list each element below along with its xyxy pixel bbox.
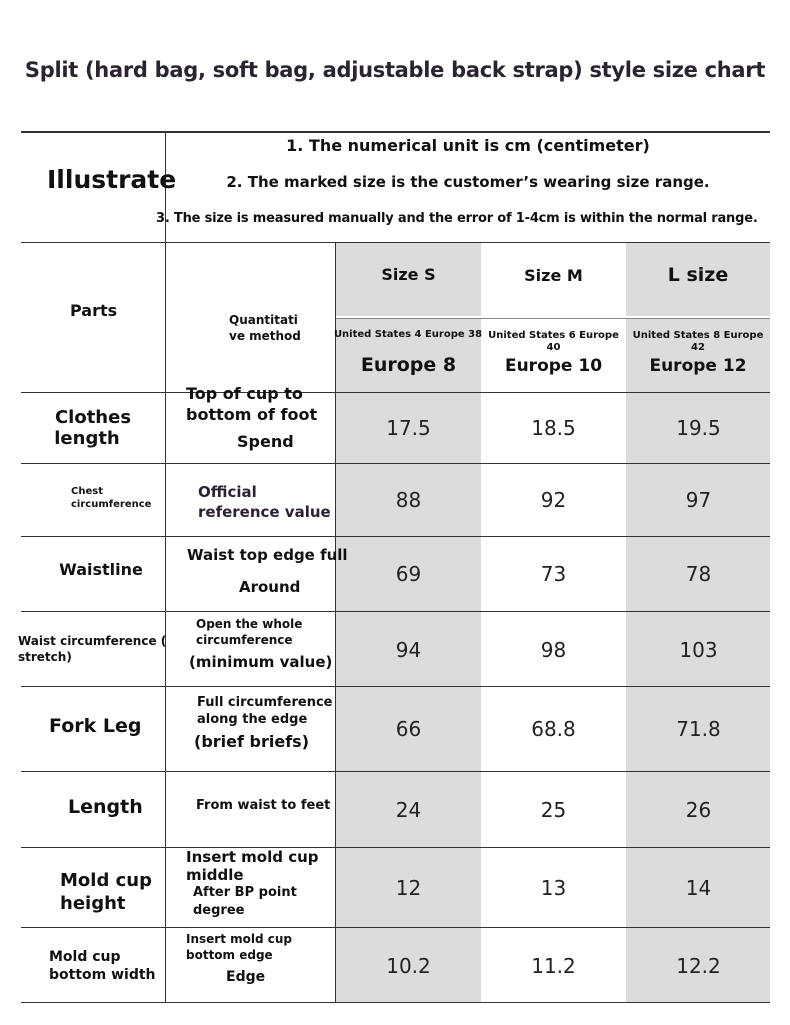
row-divider bbox=[21, 392, 770, 393]
value-cell: 10.2 bbox=[386, 954, 431, 978]
method-waistline bbox=[187, 545, 348, 597]
method-line: Insert mold cup bbox=[186, 932, 292, 946]
row-divider bbox=[21, 463, 770, 464]
value-cell: 103 bbox=[679, 638, 718, 662]
part-line: stretch) bbox=[18, 650, 72, 664]
method-line: Top of cup to bbox=[186, 384, 303, 403]
part-mold-cup-bottom-width bbox=[49, 948, 156, 984]
method-line: Insert mold cup bbox=[186, 848, 319, 866]
chart-title: Split (hard bag, soft bag, adjustable back strap) style size chart bbox=[24, 58, 766, 82]
value-cell: 11.2 bbox=[531, 954, 576, 978]
value-cell: 17.5 bbox=[386, 416, 431, 440]
method-header-line-1: Quantitati bbox=[229, 313, 298, 327]
value-cell: 73 bbox=[540, 562, 567, 586]
method-line: Around bbox=[239, 578, 301, 596]
value-cell: 98 bbox=[540, 638, 567, 662]
value-cell: 97 bbox=[685, 488, 712, 512]
row-divider bbox=[21, 686, 770, 687]
value-cell: 69 bbox=[395, 562, 422, 586]
method-clothes-length bbox=[186, 383, 317, 452]
method-line: Spend bbox=[237, 432, 294, 451]
part-line: Clothes bbox=[54, 407, 132, 428]
row-divider bbox=[21, 536, 770, 537]
value-cell: 68.8 bbox=[531, 717, 576, 741]
value-cell: 24 bbox=[395, 798, 422, 822]
part-line: Length bbox=[68, 796, 143, 818]
part-clothes-length bbox=[21, 408, 165, 449]
value-cell: 26 bbox=[685, 798, 712, 822]
value-cell: 18.5 bbox=[531, 416, 576, 440]
part-waist-circumference bbox=[18, 633, 166, 665]
row-divider bbox=[21, 611, 770, 612]
part-waistline bbox=[21, 561, 181, 579]
value-cell: 19.5 bbox=[676, 416, 721, 440]
method-line: middle bbox=[186, 866, 244, 884]
part-line: Fork Leg bbox=[49, 715, 142, 737]
size-l-us: United States 8 Europe 42 bbox=[632, 330, 764, 353]
row-divider bbox=[21, 927, 770, 928]
method-line: (minimum value) bbox=[189, 653, 333, 671]
value-cell: 25 bbox=[540, 798, 567, 822]
value-cell: 92 bbox=[540, 488, 567, 512]
value-cell: 12.2 bbox=[676, 954, 721, 978]
size-s-us: United States 4 Europe 38 bbox=[333, 329, 483, 340]
method-line: bottom of foot bbox=[186, 405, 318, 424]
value-cell: 88 bbox=[395, 488, 422, 512]
part-line: Chest bbox=[71, 486, 103, 497]
size-l-eu: Europe 12 bbox=[649, 356, 747, 376]
method-fork-leg bbox=[194, 694, 333, 751]
part-line: height bbox=[60, 893, 126, 914]
size-l-name: L size bbox=[667, 264, 729, 286]
size-m-us: United States 6 Europe 40 bbox=[488, 330, 619, 353]
method-line: reference value bbox=[198, 503, 331, 521]
size-m-eu: Europe 10 bbox=[504, 356, 603, 376]
value-cell: 14 bbox=[685, 876, 712, 900]
method-mold-cup-height bbox=[186, 848, 319, 920]
method-line: circumference bbox=[196, 633, 293, 647]
row-divider bbox=[21, 771, 770, 772]
part-line: Waistline bbox=[59, 560, 143, 579]
table-top-border bbox=[21, 131, 770, 133]
method-line: From waist to feet bbox=[196, 798, 331, 813]
illustrate-note-1: 1. The numerical unit is cm (centimeter) bbox=[286, 136, 650, 155]
value-cell: 13 bbox=[540, 876, 567, 900]
part-line: Waist circumference ( bbox=[18, 634, 167, 648]
method-header-line-2: ve method bbox=[229, 329, 301, 343]
size-s-eu: Europe 8 bbox=[360, 354, 457, 376]
method-line: Full circumference bbox=[197, 695, 333, 710]
method-line: Open the whole bbox=[196, 617, 303, 631]
value-cell: 78 bbox=[685, 562, 712, 586]
method-line: Official bbox=[198, 483, 257, 501]
row-divider bbox=[21, 242, 770, 243]
illustrate-note-2: 2. The marked size is the customer’s wearing size range. bbox=[226, 173, 710, 191]
part-line: Mold cup bbox=[60, 870, 152, 891]
value-cell: 66 bbox=[395, 717, 422, 741]
method-line: Edge bbox=[226, 969, 266, 985]
method-line: bottom edge bbox=[186, 948, 273, 962]
part-line: bottom width bbox=[49, 967, 156, 983]
method-line: (brief briefs) bbox=[194, 732, 309, 751]
table-bottom-border bbox=[21, 1002, 770, 1003]
part-fork-leg bbox=[49, 716, 141, 738]
row-divider bbox=[21, 847, 770, 848]
value-cell: 94 bbox=[395, 638, 422, 662]
part-line: Mold cup bbox=[49, 949, 121, 965]
part-length bbox=[68, 797, 143, 819]
part-chest-circumference bbox=[71, 485, 151, 511]
method-chest-circumference bbox=[198, 482, 331, 522]
method-line: After BP point bbox=[193, 885, 297, 900]
part-mold-cup-height bbox=[60, 869, 152, 915]
parts-header: Parts bbox=[70, 301, 118, 320]
method-waist-circumference bbox=[189, 616, 333, 671]
size-s-name: Size S bbox=[381, 265, 436, 284]
value-cell: 71.8 bbox=[676, 717, 721, 741]
method-line: degree bbox=[193, 903, 245, 918]
size-header-divider bbox=[336, 318, 770, 319]
method-length bbox=[196, 799, 330, 814]
method-line: along the edge bbox=[197, 712, 308, 727]
illustrate-note-3: 3. The size is measured manually and the error of 1-4cm is within the normal range. bbox=[156, 211, 758, 226]
value-cell: 12 bbox=[395, 876, 422, 900]
method-mold-cup-bottom-width bbox=[186, 931, 292, 985]
size-m-name: Size M bbox=[524, 266, 583, 285]
illustrate-label: Illustrate bbox=[47, 165, 177, 194]
part-line: circumference bbox=[71, 499, 152, 510]
method-line: Waist top edge full bbox=[187, 546, 348, 564]
part-line: length bbox=[54, 427, 120, 449]
